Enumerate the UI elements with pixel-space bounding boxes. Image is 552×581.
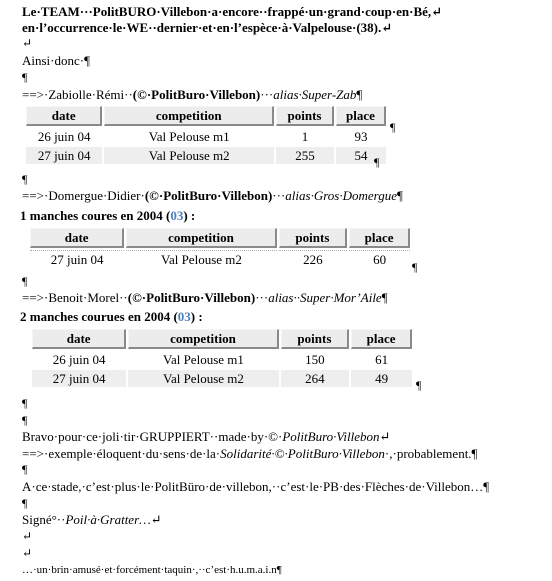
cell-competition: Val Pelouse m1	[104, 128, 274, 145]
arrow-marker: ==>·	[22, 87, 49, 102]
stade-line: A·ce·stade,·c’est·plus·le·PolitBüro·de·villebon,··c’est·le·PB·des·Flèches·de·Villebon…¶	[22, 479, 490, 494]
paragraph-mark: ¶	[22, 462, 28, 476]
table-row	[32, 351, 412, 368]
racer3-results-table	[30, 327, 414, 389]
col-header-date: date	[32, 329, 126, 349]
paragraph-mark: ¶	[22, 496, 28, 510]
col-header-place: place	[349, 228, 410, 248]
col-header-points: points	[276, 106, 334, 126]
cell-place: 93	[336, 128, 386, 145]
paragraph-mark: ¶	[22, 396, 28, 410]
paragraph-mark: ¶	[22, 413, 28, 427]
racer2-manches-line	[20, 208, 195, 223]
table-row	[30, 250, 410, 268]
racer2-line	[22, 188, 403, 203]
ainsi-donc-text: Ainsi·donc·¶	[22, 53, 90, 68]
cell-date: 27 juin 04	[30, 250, 124, 268]
signe-line	[22, 512, 162, 527]
cell-points: 255	[276, 147, 334, 164]
racer2-manches-count: 03	[170, 208, 184, 223]
racer2-results-table	[28, 226, 412, 270]
line-break-mark: ↵	[22, 529, 33, 543]
col-header-competition: competition	[104, 106, 274, 126]
paragraph-mark: ¶	[356, 87, 363, 102]
cell-date: 27 juin 04	[32, 370, 126, 387]
footer-line: …·un·brin·amusé·et·forcément·taquin·,··c’est·h.u.m.a.i.n¶	[22, 564, 282, 576]
paragraph-mark: ¶	[397, 188, 403, 203]
arrow-marker: ==>·	[22, 188, 49, 203]
racer2-manches-end: ) :	[183, 208, 196, 223]
cell-points: 264	[281, 370, 350, 387]
racer3-line	[22, 290, 388, 305]
racer2-team: (©·PolitBuro·Villebon)	[144, 188, 273, 203]
signe-text: Signé°··	[22, 512, 66, 527]
exemple-end: ·,·probablement.¶	[384, 446, 478, 461]
line-break-mark: ↵	[150, 512, 162, 527]
paragraph-mark: ¶	[22, 172, 28, 186]
arrow-marker: ==>·	[22, 290, 49, 305]
cell-date: 26 juin 04	[26, 128, 102, 145]
racer1-team: (©·PolitBuro·Villebon)	[132, 87, 261, 102]
cell-points: 226	[279, 250, 348, 268]
paragraph-mark: ¶	[416, 378, 422, 392]
intro-line-2: en·l’occurrence·le·WE··dernier·et·en·l’espèce·à·Valpelouse·(38).↵	[22, 20, 393, 35]
racer3-manches-end: ) :	[190, 309, 203, 324]
cell-place: 49	[351, 370, 412, 387]
table-row	[32, 370, 412, 387]
col-header-date: date	[30, 228, 124, 248]
col-header-competition: competition	[126, 228, 276, 248]
racer1-sep: ···	[260, 87, 274, 102]
paragraph-mark: ¶	[381, 290, 388, 305]
cell-date: 27 juin 04	[26, 147, 102, 164]
racer3-manches-text: 2 manches courues en 2004 (	[20, 309, 178, 324]
col-header-place: place	[351, 329, 412, 349]
paragraph-mark: ¶	[412, 260, 418, 274]
bravo-text: Bravo·pour·ce·joli·tir·GRUPPIERT··made·by·©·	[22, 429, 283, 444]
cell-competition: Val Pelouse m2	[128, 370, 278, 387]
exemple-line	[22, 446, 477, 461]
racer2-sep: ···	[272, 188, 286, 203]
racer3-manches-count: 03	[177, 309, 191, 324]
racer1-name: Zabiolle·Rémi··	[48, 87, 133, 102]
paragraph-mark: ¶	[22, 70, 28, 84]
paragraph-mark: ¶	[22, 274, 28, 288]
racer3-alias: alias··Super·Mor’Aile	[268, 290, 382, 305]
racer3-team: (©·PolitBuro·Villebon)	[127, 290, 256, 305]
bravo-line	[22, 429, 390, 444]
racer2-manches-text: 1 manches coures en 2004 (	[20, 208, 171, 223]
cell-place: 61	[351, 351, 412, 368]
cell-place: 60	[349, 250, 410, 268]
racer2-name: Domergue·Didier·	[48, 188, 145, 203]
table-row	[26, 128, 386, 145]
racer2-alias: alias·Gros·Domergue	[285, 188, 397, 203]
col-header-competition: competition	[128, 329, 278, 349]
col-header-place: place	[336, 106, 386, 126]
col-header-points: points	[281, 329, 350, 349]
exemple-solidarite: Solidarité·©·PolitBuro·Villebon	[220, 446, 385, 461]
paragraph-mark: ¶	[374, 155, 380, 169]
cell-date: 26 juin 04	[32, 351, 126, 368]
exemple-text: ==>·exemple·éloquent·du·sens·de·la·	[22, 446, 221, 461]
line-break-mark: ↵	[379, 429, 391, 444]
racer3-name: Benoit·Morel··	[48, 290, 128, 305]
racer1-alias: alias·Super-Zab	[273, 87, 357, 102]
paragraph-mark: ¶	[390, 120, 396, 134]
line-break-mark: ↵	[22, 36, 33, 50]
cell-points: 150	[281, 351, 350, 368]
cell-competition: Val Pelouse m2	[104, 147, 274, 164]
intro-line-1: Le·TEAM···PolitBURO·Villebon·a·encore··frappé·un·grand·coup·en·Bé,↵	[22, 4, 443, 19]
cell-competition: Val Pelouse m1	[128, 351, 278, 368]
racer1-results-table	[24, 104, 388, 166]
racer3-manches-line	[20, 309, 203, 324]
racer3-sep: ···	[255, 290, 269, 305]
table-row	[26, 147, 386, 164]
line-break-mark: ↵	[22, 546, 33, 560]
racer1-line	[22, 87, 362, 102]
cell-points: 1	[276, 128, 334, 145]
cell-place: 54	[336, 147, 386, 164]
bravo-team: PolitBuro·Villebon	[282, 429, 380, 444]
col-header-date: date	[26, 106, 102, 126]
signe-name: Poil·à·Gratter…	[65, 512, 151, 527]
col-header-points: points	[279, 228, 348, 248]
cell-competition: Val Pelouse m2	[126, 250, 276, 268]
